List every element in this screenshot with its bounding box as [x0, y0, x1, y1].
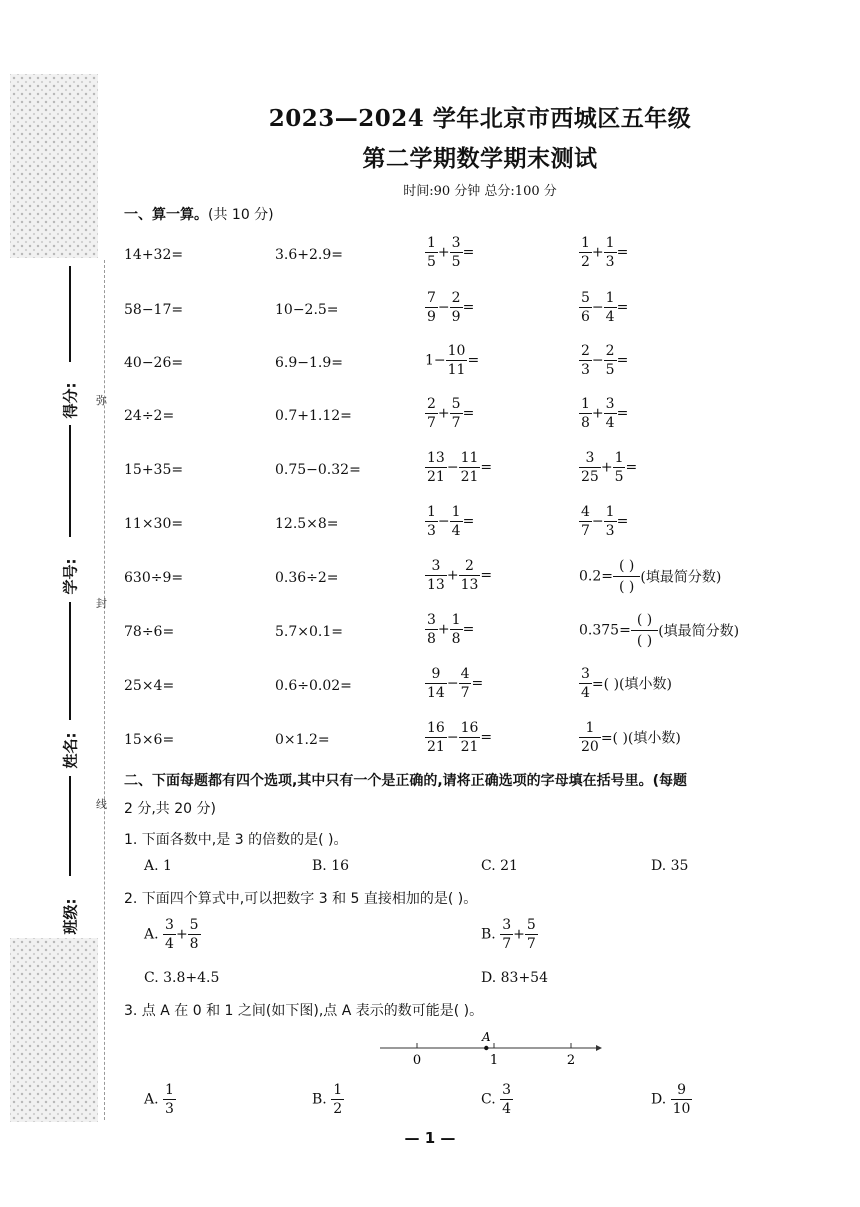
calc-item: 10−2.5= — [275, 302, 339, 318]
fraction: $\frac{1}{8}$ — [451, 612, 461, 647]
calc-item-fraction: $\frac{4}{7}$ − $\frac{1}{3}$ = — [581, 504, 629, 539]
fraction: $\frac{9}{14}$ — [427, 666, 445, 701]
fraction: $\frac{4}{7}$ — [460, 666, 470, 701]
calc-item-fraction: $\frac{13}{21}$ − $\frac{11}{21}$ = — [427, 450, 493, 485]
sidebar-label-class: 班级: — [61, 898, 80, 935]
fraction: $\frac{4}{7}$ — [581, 504, 590, 539]
number-line-arrow — [596, 1045, 602, 1051]
fraction: $\frac{2}{3}$ — [581, 343, 590, 378]
exam-title-line1: 2023—2024 学年北京市西城区五年级 — [268, 105, 692, 132]
seal-char-2: 封 — [96, 597, 107, 610]
q1-option-b: B. 16 — [312, 858, 350, 874]
calc-item-fraction: $\frac{2}{3}$ − $\frac{2}{5}$ = — [581, 343, 629, 378]
section1-points: (共 10 分) — [208, 207, 274, 223]
calc-item: 0.75−0.32= — [275, 462, 361, 478]
number-line — [370, 1030, 610, 1070]
calc-item: 0.36÷2= — [275, 570, 339, 586]
calc-item-fraction: $\frac{3}{25}$ + $\frac{1}{5}$ = — [581, 450, 638, 485]
fraction: $\frac{3}{5}$ — [451, 235, 461, 270]
decorative-pattern-top — [10, 74, 98, 258]
fraction: $\frac{3}{4}$ — [502, 1082, 512, 1117]
fraction: $\frac{16}{21}$ — [460, 720, 479, 755]
fraction: $\frac{1}{5}$ — [614, 450, 624, 485]
calc-item-fraction: $\frac{5}{6}$ − $\frac{1}{4}$ = — [581, 290, 629, 325]
calc-item: 3.6+2.9= — [275, 247, 343, 263]
sidebar-line-id-top — [69, 425, 71, 537]
calc-item: 12.5×8= — [275, 516, 339, 532]
fraction: $\frac{3}{4}$ — [581, 666, 590, 701]
calc-item: 40−26= — [124, 355, 184, 371]
fraction: $\frac{1}{5}$ — [427, 235, 436, 270]
calc-item: 58−17= — [124, 302, 184, 318]
fraction: $\frac{2}{7}$ — [427, 396, 436, 431]
fraction: $\frac{3}{4}$ — [605, 396, 615, 431]
q2-option-d: D. 83+54 — [481, 970, 548, 986]
fraction: $\frac{11}{21}$ — [460, 450, 479, 485]
answer-fraction-blank[interactable]: $\frac{( )}{( )}$ — [613, 559, 640, 594]
number-line-point-label: A — [481, 1030, 491, 1044]
calc-item-fraction: $\frac{1}{3}$ − $\frac{1}{4}$ = — [427, 504, 475, 539]
fraction: $\frac{1}{8}$ — [581, 396, 590, 431]
calc-item: 6.9−1.9= — [275, 355, 343, 371]
sidebar-line-id-bottom — [69, 602, 71, 720]
sidebar-line-name — [69, 776, 71, 876]
q3-option-b: B. $\frac{1}{2}$ — [312, 1082, 343, 1117]
calc-item-fraction: $\frac{1}{5}$ + $\frac{3}{5}$ = — [427, 235, 475, 270]
fraction: $\frac{13}{21}$ — [427, 450, 445, 485]
q3-option-d: D. $\frac{9}{10}$ — [651, 1082, 691, 1117]
q3-option-c: C. $\frac{3}{4}$ — [481, 1082, 512, 1117]
calc-item-fraction: 1− $\frac{10}{11}$ = — [425, 343, 480, 378]
q2-option-c: C. 3.8+4.5 — [144, 970, 220, 986]
calc-item: 14+32= — [124, 247, 184, 263]
section2-heading-line1: 二、下面每题都有四个选项,其中只有一个是正确的,请将正确选项的字母填在括号里。(每题 — [124, 773, 688, 789]
number-line-tick-label: 1 — [489, 1053, 499, 1068]
calc-item-fraction: $\frac{1}{2}$ + $\frac{1}{3}$ = — [581, 235, 629, 270]
q2-option-b-frac2: $\frac{5}{7}$ — [526, 917, 536, 952]
calc-item-fraction: $\frac{1}{20}$ =( )(填小数) — [581, 720, 681, 755]
seal-char-3: 线 — [96, 798, 107, 811]
calc-item-fraction: $\frac{3}{4}$ =( )(填小数) — [581, 666, 672, 701]
exam-subtitle: 时间:90 分钟 总分:100 分 — [403, 184, 557, 199]
fraction: $\frac{5}{6}$ — [581, 290, 590, 325]
calc-item-fraction: 0.375= $\frac{( )}{( )}$ (填最简分数) — [579, 612, 740, 649]
sidebar-label-id: 学号: — [61, 558, 80, 595]
fraction: $\frac{1}{2}$ — [333, 1082, 343, 1117]
number-line-point-a — [484, 1046, 488, 1050]
sidebar-label-name: 姓名: — [61, 732, 80, 769]
section1-title: 一、算一算。 — [124, 207, 208, 223]
q2-option-b-label: B. — [481, 926, 496, 943]
calc-item: 0×1.2= — [275, 732, 330, 748]
answer-fraction-blank[interactable]: $\frac{( )}{( )}$ — [631, 613, 658, 648]
seal-dashed-line — [104, 260, 105, 1120]
fraction: $\frac{9}{10}$ — [672, 1082, 691, 1117]
calc-item: 630÷9= — [124, 570, 184, 586]
fraction: $\frac{1}{4}$ — [451, 504, 461, 539]
fraction: $\frac{3}{8}$ — [427, 612, 436, 647]
fraction: $\frac{3}{13}$ — [427, 558, 445, 593]
calc-item: 5.7×0.1= — [275, 624, 343, 640]
fraction: $\frac{2}{5}$ — [605, 343, 615, 378]
decorative-pattern-bottom — [10, 938, 98, 1122]
calc-item: 25×4= — [124, 678, 175, 694]
fraction: $\frac{3}{25}$ — [581, 450, 599, 485]
q1-option-d: D. 35 — [651, 858, 689, 874]
fraction: $\frac{1}{3}$ — [605, 235, 615, 270]
page-number: — 1 — — [404, 1129, 456, 1147]
exam-title-line2: 第二学期数学期末测试 — [362, 145, 598, 172]
fraction: $\frac{1}{20}$ — [581, 720, 599, 755]
q2-option-a: A. $\frac{3}{4}$ + $\frac{5}{8}$ — [144, 917, 199, 952]
fraction: $\frac{1}{3}$ — [427, 504, 436, 539]
calc-item-fraction: $\frac{9}{14}$ − $\frac{4}{7}$ = — [427, 666, 484, 701]
calc-item-fraction: $\frac{1}{8}$ + $\frac{3}{4}$ = — [581, 396, 629, 431]
calc-item: 24÷2= — [124, 408, 175, 424]
calc-item-fraction: $\frac{2}{7}$ + $\frac{5}{7}$ = — [427, 396, 475, 431]
q2-option-a-frac1: $\frac{3}{4}$ — [165, 917, 174, 952]
calc-item-fraction: 0.2= $\frac{( )}{( )}$ (填最简分数) — [579, 558, 722, 595]
q1-option-c: C. 21 — [481, 858, 518, 874]
fraction: $\frac{1}{2}$ — [581, 235, 590, 270]
fraction: $\frac{10}{11}$ — [447, 343, 466, 378]
fraction: $\frac{1}{3}$ — [605, 504, 615, 539]
seal-char-1: 弥 — [96, 394, 107, 407]
calc-item: 0.6÷0.02= — [275, 678, 352, 694]
q2-option-a-label: A. — [144, 926, 159, 943]
section1-heading — [124, 204, 274, 224]
q3-text: 3. 点 A 在 0 和 1 之间(如下图),点 A 表示的数可能是( )。 — [124, 1003, 484, 1019]
fraction: $\frac{2}{13}$ — [460, 558, 479, 593]
calc-item-fraction: $\frac{3}{13}$ + $\frac{2}{13}$ = — [427, 558, 493, 593]
calc-item-fraction: $\frac{3}{8}$ + $\frac{1}{8}$ = — [427, 612, 475, 647]
number-line-tick-label: 2 — [566, 1053, 576, 1068]
calc-item-fraction: $\frac{16}{21}$ − $\frac{16}{21}$ = — [427, 720, 493, 755]
fraction: $\frac{2}{9}$ — [451, 290, 461, 325]
calc-item: 15+35= — [124, 462, 184, 478]
sidebar-label-score: 得分: — [61, 382, 80, 419]
q2-option-b: B. $\frac{3}{7}$ + $\frac{5}{7}$ — [481, 917, 536, 952]
q2-option-a-frac2: $\frac{5}{8}$ — [189, 917, 199, 952]
q2-option-b-frac1: $\frac{3}{7}$ — [502, 917, 512, 952]
fraction: $\frac{1}{4}$ — [605, 290, 615, 325]
sidebar-line-score — [69, 266, 71, 362]
q2-text: 2. 下面四个算式中,可以把数字 3 和 5 直接相加的是( )。 — [124, 891, 478, 907]
fraction: $\frac{16}{21}$ — [427, 720, 445, 755]
q1-text: 1. 下面各数中,是 3 的倍数的是( )。 — [124, 832, 348, 848]
number-line-tick-label: 0 — [412, 1053, 422, 1068]
calc-item: 78÷6= — [124, 624, 175, 640]
q3-option-a: A. $\frac{1}{3}$ — [144, 1082, 174, 1117]
calc-item: 11×30= — [124, 516, 184, 532]
fraction: $\frac{1}{3}$ — [165, 1082, 174, 1117]
fraction: $\frac{7}{9}$ — [427, 290, 436, 325]
fraction: $\frac{5}{7}$ — [451, 396, 461, 431]
calc-item-fraction: $\frac{7}{9}$ − $\frac{2}{9}$ = — [427, 290, 475, 325]
calc-item: 0.7+1.12= — [275, 408, 352, 424]
calc-item: 15×6= — [124, 732, 175, 748]
section2-heading-line2: 2 分,共 20 分) — [124, 801, 216, 817]
q1-option-a: A. 1 — [144, 858, 172, 874]
